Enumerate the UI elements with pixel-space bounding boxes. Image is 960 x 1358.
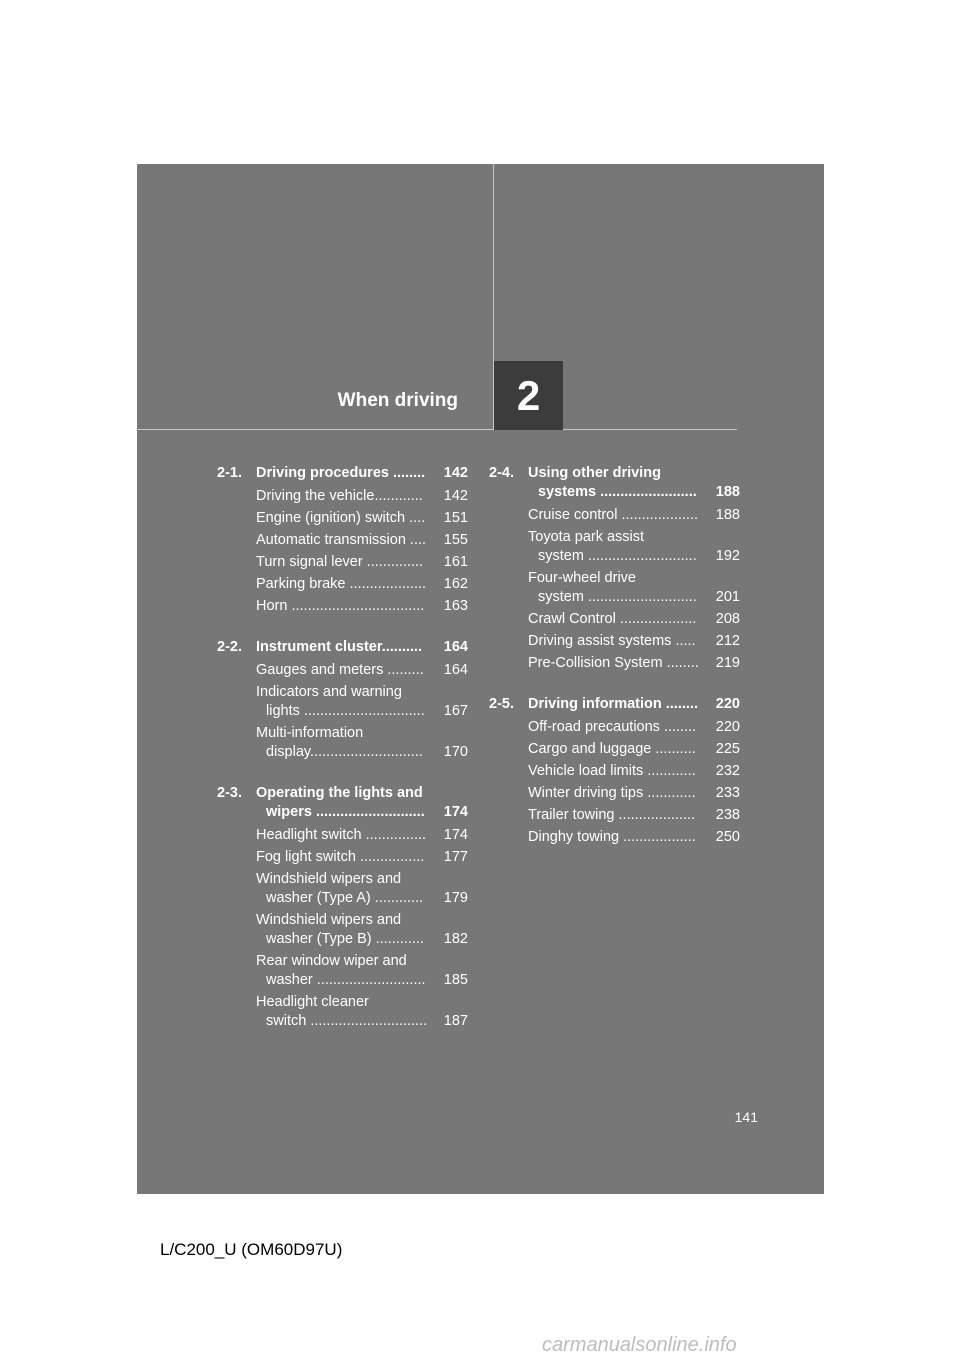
entry-title-line: switch .............................	[266, 1013, 428, 1029]
toc-entry[interactable]	[256, 597, 468, 616]
section-heading[interactable]	[489, 695, 740, 714]
entry-title-line: Engine (ignition) switch ....	[256, 510, 426, 526]
entry-page: 225	[715, 741, 740, 757]
entry-page: 151	[443, 510, 468, 526]
section-title-wrap	[256, 638, 468, 657]
watermark: carmanualsonline.info	[542, 1334, 737, 1356]
toc-section	[217, 784, 468, 1031]
section-number: 2-5.	[489, 696, 514, 712]
entry-title-line: washer (Type B) ............	[266, 931, 424, 947]
toc-entry[interactable]	[528, 610, 740, 629]
toc-entry[interactable]	[528, 762, 740, 781]
section-heading[interactable]	[217, 638, 468, 657]
entry-title-line: Cruise control ...................	[528, 507, 699, 523]
entry-title	[528, 528, 710, 566]
entry-page: 238	[715, 807, 740, 823]
entry-title-line: Winter driving tips ............	[528, 785, 696, 801]
entry-title	[256, 597, 438, 616]
entry-page: 142	[443, 488, 468, 504]
entry-page: 220	[715, 719, 740, 735]
section-title	[256, 464, 438, 483]
section-heading[interactable]	[217, 464, 468, 483]
entry-title-line: display............................	[266, 744, 423, 760]
entry-page: 212	[715, 633, 740, 649]
entry-title	[528, 718, 710, 737]
entry-page: 201	[715, 589, 740, 605]
section-title-wrap	[528, 464, 740, 502]
toc-entry[interactable]	[256, 993, 468, 1031]
section-heading[interactable]	[217, 784, 468, 822]
page-number: 141	[734, 1109, 758, 1125]
toc-entry[interactable]	[256, 661, 468, 680]
toc-entry[interactable]	[256, 952, 468, 990]
entry-title-line: Vehicle load limits ............	[528, 763, 696, 779]
entry-page: 164	[443, 662, 468, 678]
section-title-line: wipers ...........................	[266, 804, 425, 820]
entry-page: 161	[443, 554, 468, 570]
section-number: 2-1.	[217, 465, 242, 481]
entry-page: 163	[443, 598, 468, 614]
entry-page: 155	[443, 532, 468, 548]
entry-page: 167	[443, 703, 468, 719]
entry-title	[256, 911, 438, 949]
entry-page: 174	[443, 827, 468, 843]
toc-section	[217, 638, 468, 762]
toc-entry[interactable]	[256, 683, 468, 721]
document-code: L/C200_U (OM60D97U)	[160, 1240, 343, 1259]
entry-title-line: Indicators and warning	[256, 684, 402, 700]
toc-entry[interactable]	[256, 724, 468, 762]
entry-title	[256, 661, 438, 680]
entry-title	[528, 828, 710, 847]
entry-page: 208	[715, 611, 740, 627]
section-title-line: Instrument cluster..........	[256, 639, 422, 655]
section-title-line: systems ........................	[538, 484, 697, 500]
entry-title	[256, 993, 438, 1031]
toc-right-column	[489, 464, 740, 869]
entry-title-line: Headlight switch ...............	[256, 827, 427, 843]
entry-title-line: Pre-Collision System ........	[528, 655, 699, 671]
toc-section	[489, 464, 740, 673]
toc-entry[interactable]	[256, 509, 468, 528]
entry-page: 162	[443, 576, 468, 592]
entry-title	[256, 531, 438, 550]
entry-title	[528, 762, 710, 781]
entry-title-line: washer ...........................	[266, 972, 426, 988]
entry-title-line: Parking brake ...................	[256, 576, 427, 592]
entry-title-line: Automatic transmission ....	[256, 532, 427, 548]
toc-entry[interactable]	[256, 553, 468, 572]
entry-title-line: Headlight cleaner	[256, 994, 369, 1010]
entry-title	[256, 509, 438, 528]
section-title	[256, 638, 438, 657]
entry-page: 170	[443, 744, 468, 760]
entry-title-line: system ...........................	[538, 589, 697, 605]
section-title-line: Driving information ........	[528, 696, 698, 712]
entry-page: 188	[715, 507, 740, 523]
entry-title-line: Windshield wipers and	[256, 912, 402, 928]
section-title	[528, 464, 710, 502]
entry-title	[528, 740, 710, 759]
section-page: 188	[715, 484, 740, 500]
toc-entry[interactable]	[528, 569, 740, 607]
entry-title	[528, 806, 710, 825]
entry-title-line: Four-wheel drive	[528, 570, 636, 586]
entry-title-line: Turn signal lever ..............	[256, 554, 424, 570]
toc-entry[interactable]	[528, 828, 740, 847]
entry-page: 192	[715, 548, 740, 564]
entry-title	[528, 610, 710, 629]
section-title-wrap	[256, 784, 468, 822]
entry-title	[528, 506, 710, 525]
toc-entry[interactable]	[528, 718, 740, 737]
entry-title	[256, 826, 438, 845]
toc-entry[interactable]	[256, 575, 468, 594]
entry-title-line: washer (Type A) ............	[266, 890, 424, 906]
section-title	[528, 695, 710, 714]
entry-title-line: Multi-information	[256, 725, 364, 741]
entry-page: 232	[715, 763, 740, 779]
entry-title	[528, 654, 710, 673]
section-page: 174	[443, 804, 468, 820]
entry-page: 179	[443, 890, 468, 906]
toc-section	[217, 464, 468, 616]
entry-title	[528, 569, 710, 607]
toc-entry[interactable]	[528, 506, 740, 525]
section-page: 220	[715, 696, 740, 712]
entry-title-line: Dinghy towing ..................	[528, 829, 696, 845]
entry-title-line: lights ..............................	[266, 703, 425, 719]
entry-title	[256, 575, 438, 594]
toc-entry[interactable]	[256, 826, 468, 845]
horizontal-divider	[137, 429, 737, 430]
entry-title-line: Horn .................................	[256, 598, 425, 614]
section-title-wrap	[528, 695, 740, 714]
entry-title-line: Trailer towing ...................	[528, 807, 696, 823]
entry-page: 233	[715, 785, 740, 801]
section-title-wrap	[256, 464, 468, 483]
entry-title	[528, 632, 710, 651]
entry-title-line: Crawl Control ...................	[528, 611, 697, 627]
toc-entry[interactable]	[256, 531, 468, 550]
entry-title	[256, 683, 438, 721]
section-number: 2-4.	[489, 465, 514, 481]
entry-title	[256, 848, 438, 867]
entry-page: 187	[443, 1013, 468, 1029]
entry-page: 250	[715, 829, 740, 845]
entry-title	[256, 870, 438, 908]
toc-entry[interactable]	[528, 528, 740, 566]
section-title-line: Driving procedures ........	[256, 465, 426, 481]
toc-section	[489, 695, 740, 847]
section-title	[256, 784, 438, 822]
entry-title-line: Windshield wipers and	[256, 871, 402, 887]
section-title-line: Operating the lights and	[256, 785, 423, 801]
section-page: 164	[443, 639, 468, 655]
toc-entry[interactable]	[256, 911, 468, 949]
entry-title-line: Cargo and luggage ..........	[528, 741, 696, 757]
entry-title	[256, 724, 438, 762]
section-number: 2-3.	[217, 785, 242, 801]
entry-page: 177	[443, 849, 468, 865]
section-number: 2-2.	[217, 639, 242, 655]
toc-entry[interactable]	[256, 870, 468, 908]
entry-title-line: Off-road precautions ........	[528, 719, 697, 735]
entry-page: 185	[443, 972, 468, 988]
section-heading[interactable]	[489, 464, 740, 502]
entry-title	[528, 784, 710, 803]
toc-entry[interactable]	[528, 784, 740, 803]
entry-title-line: system ...........................	[538, 548, 697, 564]
entry-title-line: Rear window wiper and	[256, 953, 407, 969]
toc-entry[interactable]	[256, 487, 468, 506]
entry-title-line: Gauges and meters .........	[256, 662, 424, 678]
entry-title-line: Driving assist systems .....	[528, 633, 696, 649]
chapter-title: When driving	[337, 390, 458, 411]
chapter-panel	[137, 164, 824, 1194]
entry-page: 219	[715, 655, 740, 671]
entry-page: 182	[443, 931, 468, 947]
toc-entry[interactable]	[528, 740, 740, 759]
section-title-line: Using other driving	[528, 465, 661, 481]
chapter-number-tab: 2	[494, 361, 563, 430]
section-page: 142	[443, 465, 468, 481]
entry-title	[256, 487, 438, 506]
entry-title	[256, 952, 438, 990]
toc-entry[interactable]	[256, 848, 468, 867]
toc-entry[interactable]	[528, 632, 740, 651]
entry-title	[256, 553, 438, 572]
entry-title-line: Fog light switch ................	[256, 849, 425, 865]
toc-entry[interactable]	[528, 806, 740, 825]
entry-title-line: Toyota park assist	[528, 529, 645, 545]
toc-entry[interactable]	[528, 654, 740, 673]
entry-title-line: Driving the vehicle............	[256, 488, 423, 504]
toc-left-column	[217, 464, 468, 1053]
